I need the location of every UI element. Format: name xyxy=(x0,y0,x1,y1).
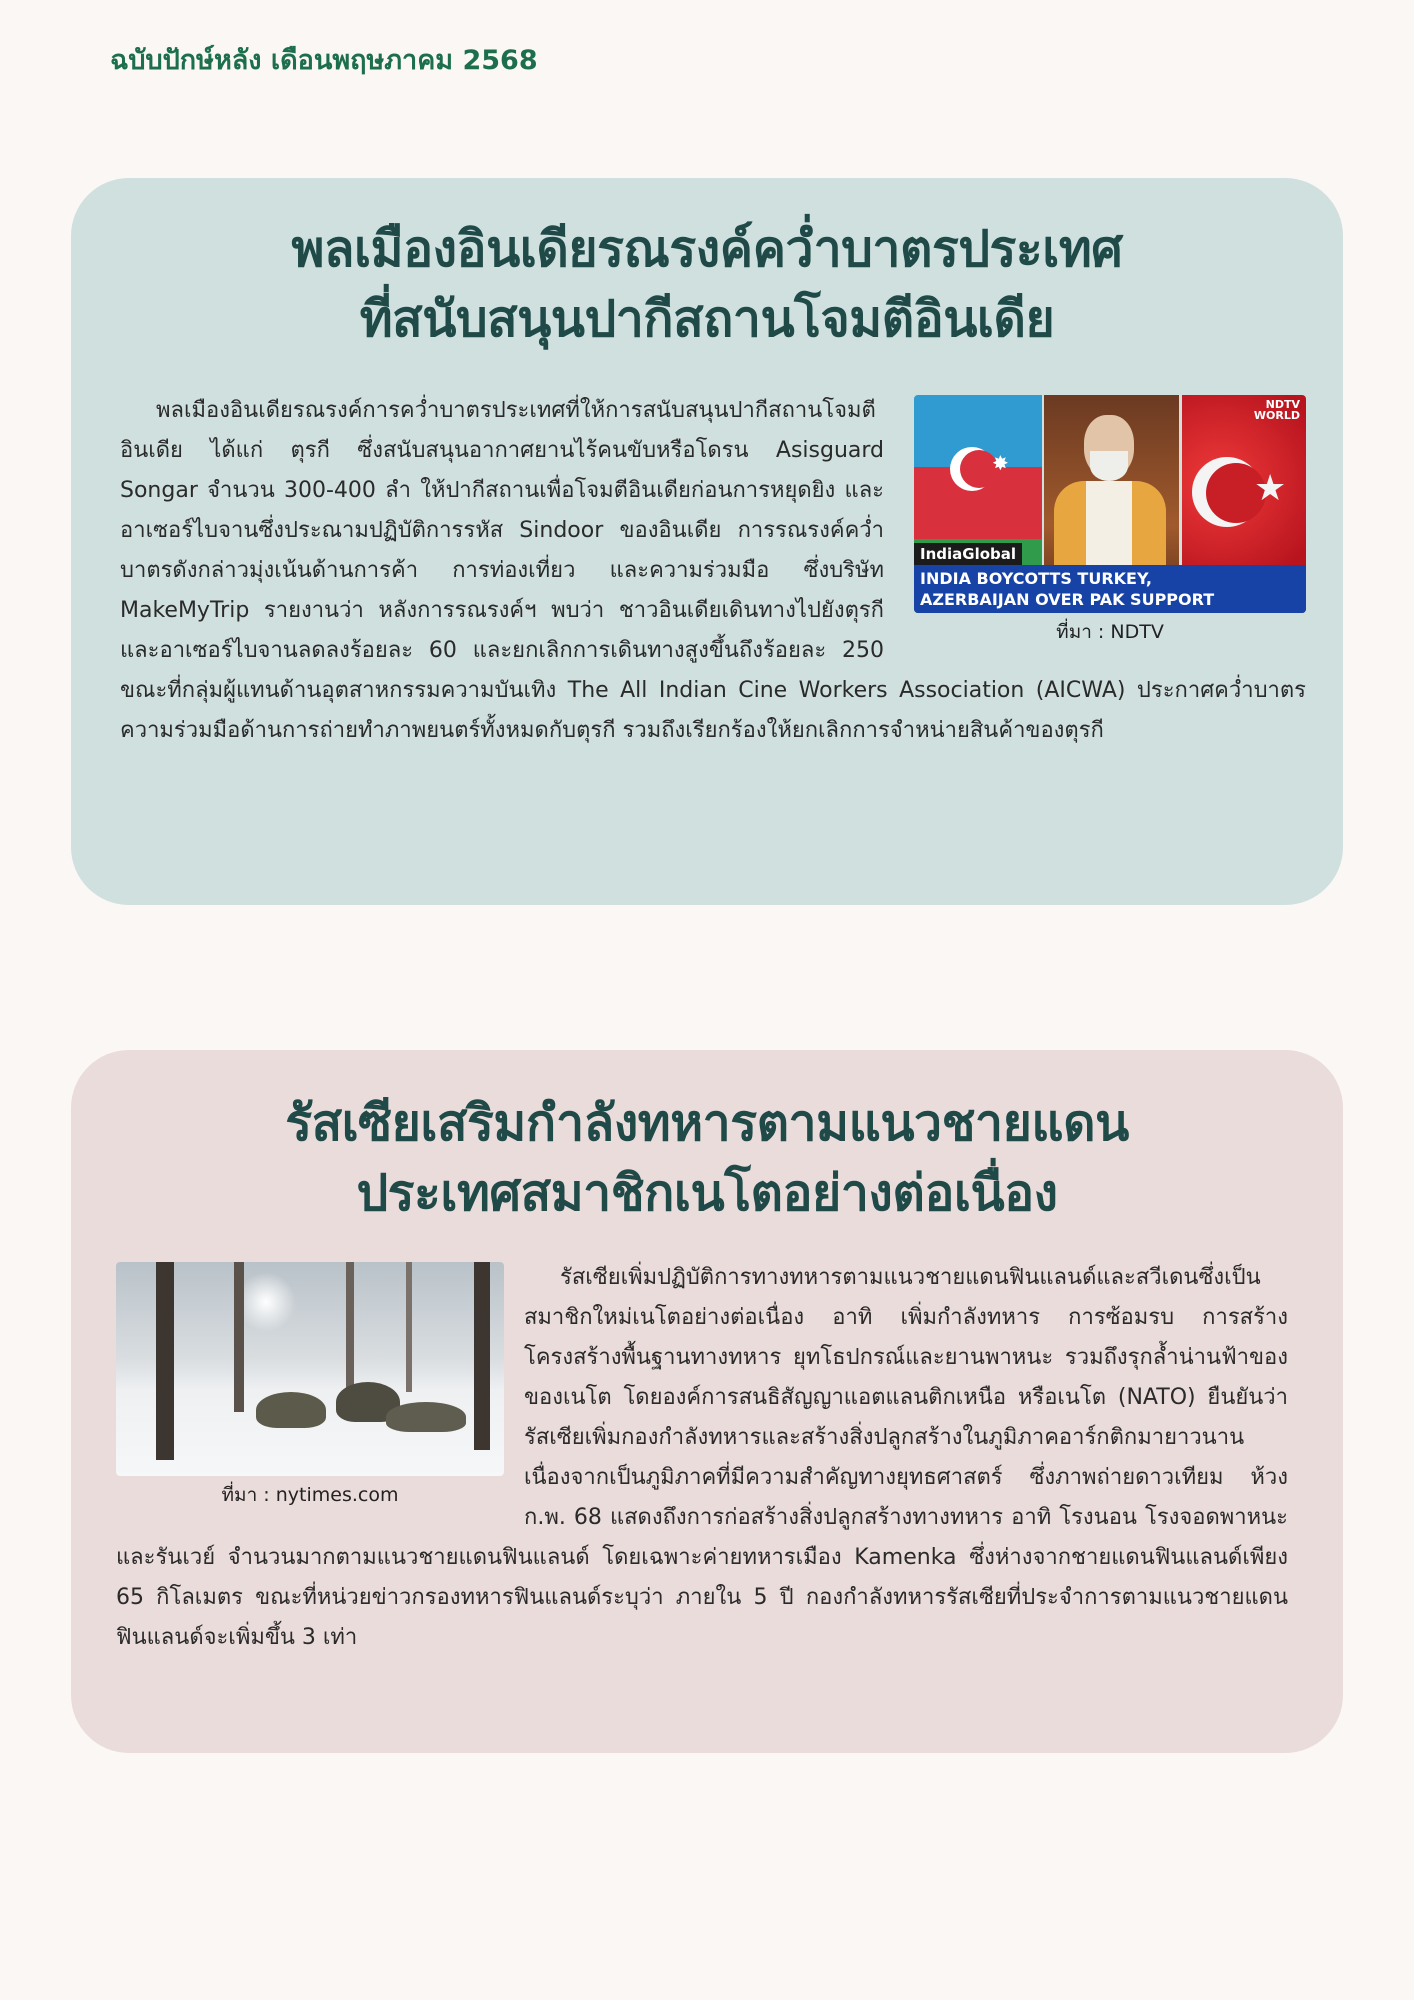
banner-line-2: AZERBAIJAN OVER PAK SUPPORT xyxy=(920,590,1215,609)
article-body: พลเมืองอินเดียรณรงค์การคว่ำบาตรประเทศที่ให้การสนับสนุนปากีสถานโจมตีอินเดีย ได้แก่ ตุรกี ซึ่งสนับสนุนอากาศยานไร้คนขับหรือโดรน Asisguard Songar จำนวน 300-400 ลำ ให้ปากีสถานเพื่อโจมตีอินเดียก่อนการหยุดยิง และอาเซอร์ไบจานซึ่งประณามปฏิบัติการรหัส Sindoor ของอินเดีย การรณรงค์คว่ำบาตรดังกล่าวมุ่งเน้นด้านการค้า การท่องเที่ยว และความร่วมมือ ซึ่งบริษัท MakeMyTrip รายงานว่า หลังการรณรงค์ฯ พบว่า ชาวอินเดียเดินทางไปยังตุรกีและอาเซอร์ไบจานลดลงร้อยละ 60 และยกเลิกการเดินทางสูงขึ้นถึงร้อยละ 250 ขณะที่กลุ่มผู้แทนด้านอุตสาหกรรมความบันเทิง The All Indian Cine Workers Association (AICWA) ประกาศคว่ำบาตรความร่วมมือด้านการถ่ายทำภาพยนตร์ทั้งหมดกับตุรกี รวมถึงเรียกร้องให้ยกเลิกการจำหน่ายสินค้าของตุรกี xyxy=(120,398,1306,743)
ndtv-news-photo xyxy=(914,395,1306,613)
tree-trunk xyxy=(156,1262,174,1460)
ndtv-world-logo xyxy=(1254,399,1300,421)
image-caption: ที่มา : nytimes.com xyxy=(221,1484,399,1506)
news-banner xyxy=(914,565,1306,613)
article-figure xyxy=(914,395,1306,645)
article-card-india-boycott xyxy=(71,178,1343,905)
logo-bottom-text: WORLD xyxy=(1253,409,1300,422)
soldier-figure xyxy=(386,1402,466,1432)
article-figure xyxy=(116,1262,504,1508)
article-title xyxy=(71,1050,1343,1228)
snow-forest-soldiers-photo xyxy=(116,1262,504,1476)
article-body-container xyxy=(120,391,1306,751)
image-caption: ที่มา : NDTV xyxy=(1056,621,1164,643)
star-icon: ★ xyxy=(1254,468,1287,509)
issue-label: ฉบับปักษ์หลัง เดือนพฤษภาคม 2568 xyxy=(110,45,538,76)
star-icon: ✸ xyxy=(992,451,1009,475)
banner-line-1: INDIA BOYCOTTS TURKEY, xyxy=(920,569,1152,588)
article-body-container xyxy=(116,1258,1288,1658)
tree-trunk xyxy=(234,1262,244,1412)
article-title xyxy=(71,178,1343,354)
logo-top-text: NDTV xyxy=(1265,398,1300,411)
article-body: รัสเซียเพิ่มปฏิบัติการทางทหารตามแนวชายแดนฟินแลนด์และสวีเดนซึ่งเป็นสมาชิกใหม่เนโตอย่างต่อเนื่อง อาทิ เพิ่มกำลังทหาร การซ้อมรบ การสร้างโครงสร้างพื้นฐานทางทหาร ยุทโธปกรณ์และยานพาหนะ รวมถึงรุกล้ำน่านฟ้าของของเนโต โดยองค์การสนธิสัญญาแอตแลนติกเหนือ หรือเนโต (NATO) ยืนยันว่า รัสเซียเพิ่มกองกำลังทหารและสร้างสิ่งปลูกสร้างในภูมิภาคอาร์กติกมายาวนาน เนื่องจากเป็นภูมิภาคที่มีความสำคัญทางยุทธศาสตร์ ซึ่งภาพถ่ายดาวเทียม ห้วง ก.พ. 68 แสดงถึงการก่อสร้างสิ่งปลูกสร้างทางทหาร อาทิ โรงนอน โรงจอดพาหนะ และรันเวย์ จำนวนมากตามแนวชายแดนฟินแลนด์ โดยเฉพาะค่ายทหารเมือง Kamenka ซึ่งห่างจากชายแดนฟินแลนด์เพียง 65 กิโลเมตร ขณะที่หน่วยข่าวกรองทหารฟินแลนด์ระบุว่า ภายใน 5 ปี กองกำลังทหารรัสเซียที่ประจำการตามแนวชายแดนฟินแลนด์จะเพิ่มขึ้น 3 เท่า xyxy=(116,1265,1288,1650)
channel-label: IndiaGlobal xyxy=(914,543,1022,565)
tree-trunk xyxy=(346,1262,354,1402)
article-card-russia-military xyxy=(71,1050,1343,1753)
tree-trunk xyxy=(474,1262,490,1450)
soldier-figure xyxy=(256,1392,326,1428)
article-title-line-2: ที่สนับสนุนปากีสถานโจมตีอินเดีย xyxy=(359,290,1055,348)
article-title-line-1: รัสเซียเสริมกำลังทหารตามแนวชายแดน xyxy=(285,1094,1129,1152)
tree-trunk xyxy=(406,1262,412,1392)
article-title-line-2: ประเทศสมาชิกเนโตอย่างต่อเนื่อง xyxy=(356,1164,1058,1222)
article-title-line-1: พลเมืองอินเดียรณรงค์คว่ำบาตรประเทศ xyxy=(291,220,1123,278)
